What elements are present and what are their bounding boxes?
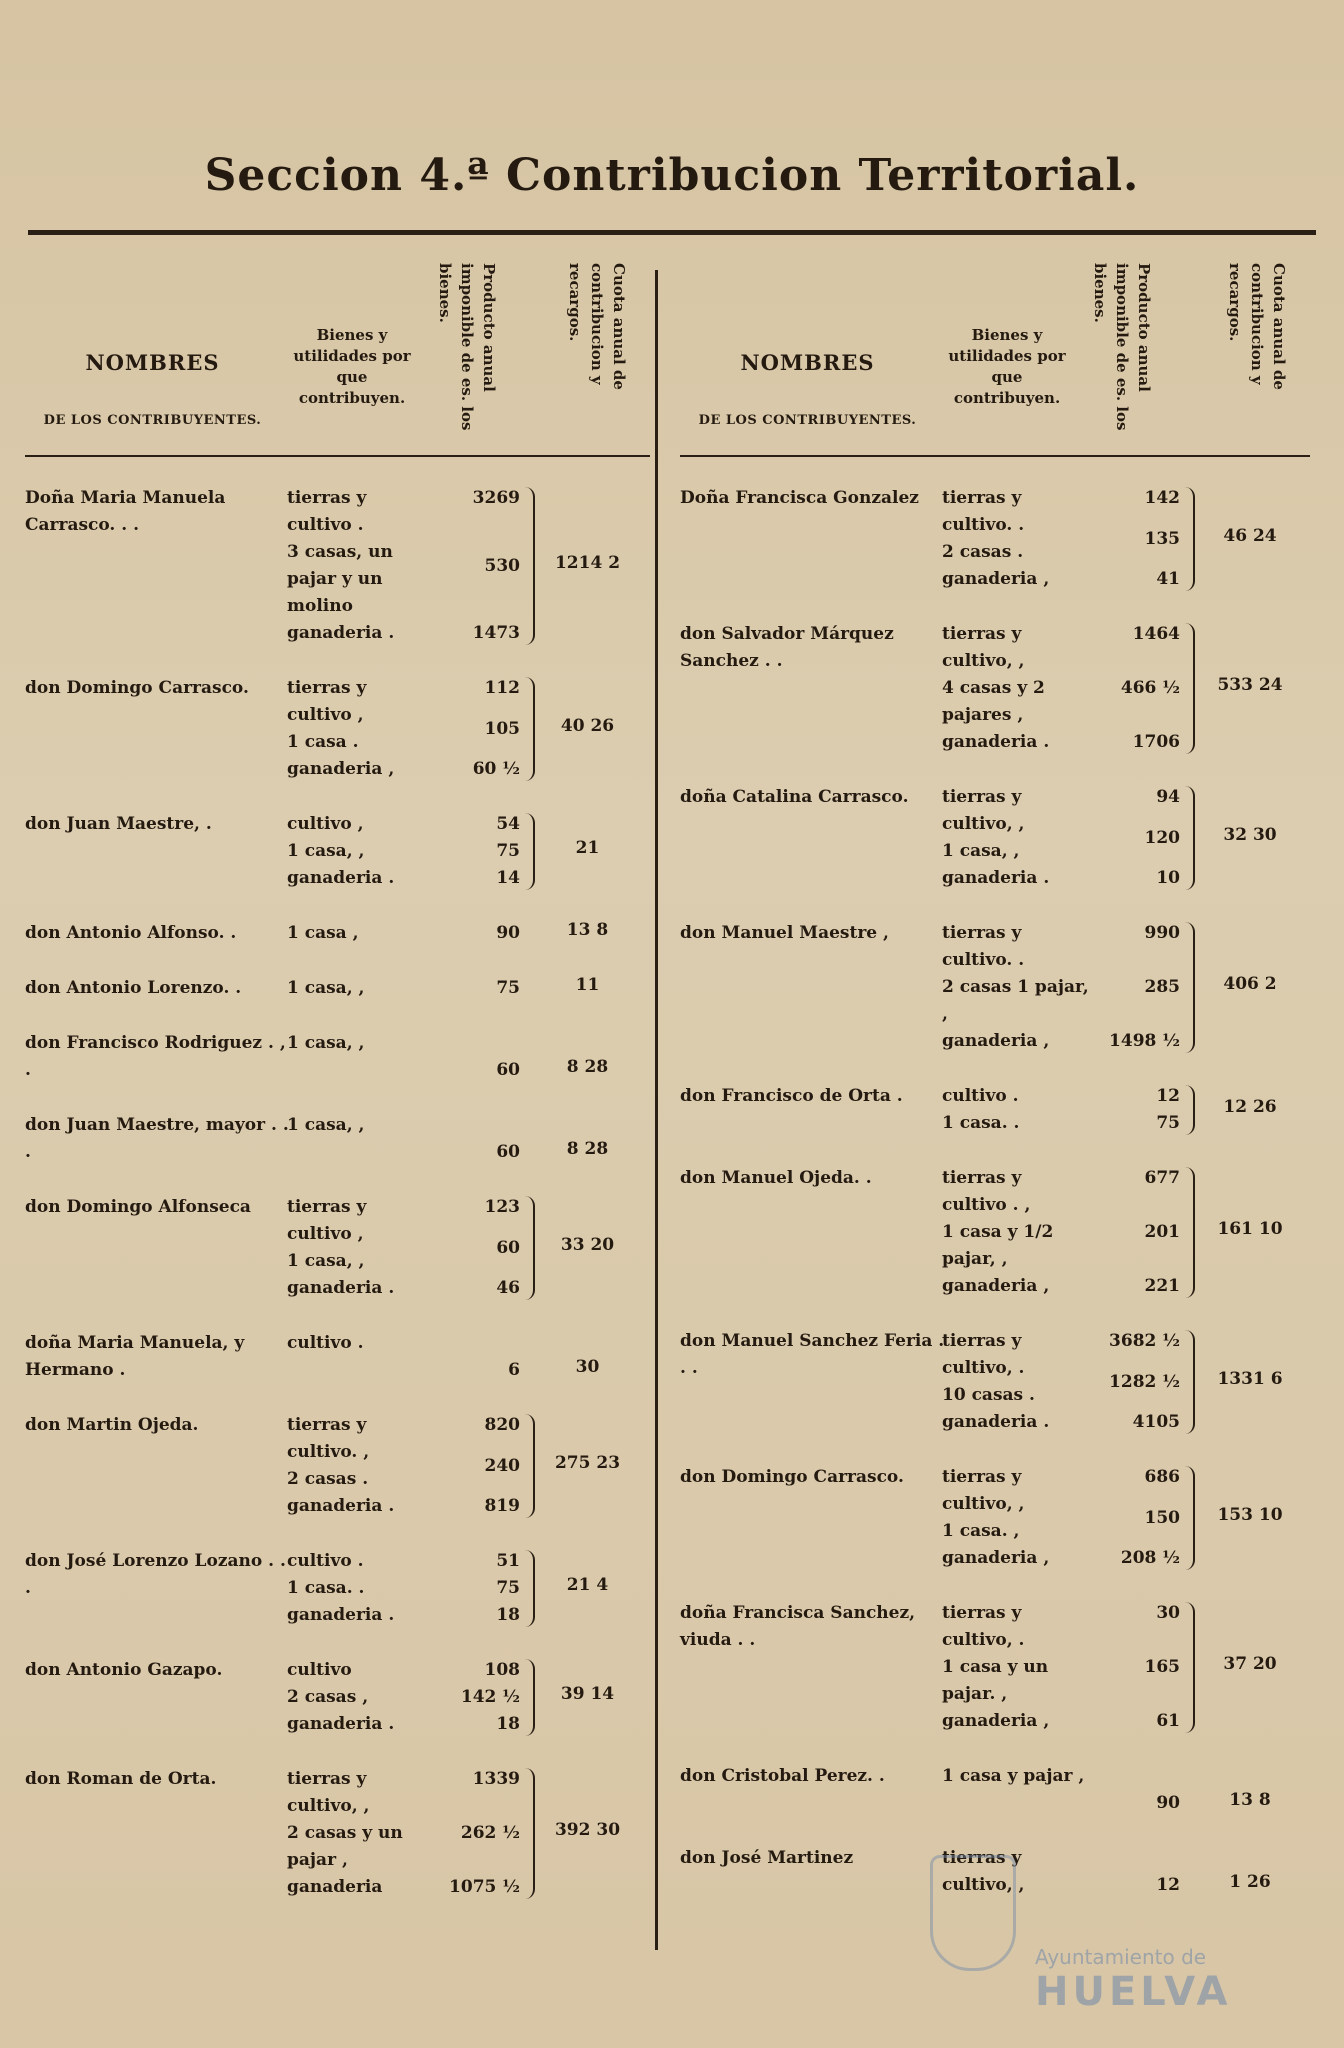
product-value: 1339 (472, 1769, 520, 1789)
asset-item: tierras y cultivo, , (942, 624, 1025, 671)
table-row (25, 1412, 650, 1520)
brace (1185, 922, 1195, 1053)
asset-item: 1 casa, , (942, 841, 1020, 861)
asset-item: tierras y cultivo . (287, 488, 367, 535)
asset-item: tierras y cultivo . , (942, 1168, 1031, 1215)
asset-item: 1 casa , (287, 923, 359, 943)
product-value: 221 (1144, 1276, 1180, 1296)
product-value: 285 (1144, 977, 1180, 997)
quota-cell: 33 20 (560, 1234, 615, 1255)
asset-item: ganaderia . (287, 868, 395, 888)
contributor-name: don Manuel Sanchez Feria . . . (680, 1331, 945, 1378)
assets-cell (287, 1766, 437, 1901)
header-producto: Producto anual imponible de es. los bienes. (1091, 263, 1153, 431)
asset-item: tierras y cultivo, , (287, 1769, 370, 1816)
brace (525, 813, 535, 890)
quota-cell: 12 26 (1223, 1096, 1277, 1117)
product-value: 75 (496, 978, 520, 998)
table-row (25, 1766, 650, 1901)
asset-item: 4 casas y 2 pajares , (942, 678, 1045, 725)
assets-cell (942, 485, 1092, 593)
table-row (680, 784, 1310, 892)
contributor-name: doña Maria Manuela, y Hermano . (25, 1333, 245, 1380)
asset-item: cultivo . (287, 1551, 364, 1571)
asset-item: cultivo . (287, 1333, 364, 1353)
asset-item: 1 casa . (287, 732, 359, 752)
asset-item: tierras y cultivo. . (942, 923, 1025, 970)
quota-cell: 275 23 (554, 1452, 621, 1473)
assets-cell (942, 1328, 1092, 1436)
product-value: 94 (1156, 787, 1180, 807)
left-rows (25, 485, 650, 1901)
asset-item: tierras y cultivo, . (942, 1331, 1025, 1378)
asset-item: ganaderia , (942, 569, 1050, 589)
quota-cell: 40 26 (560, 715, 615, 736)
product-value: 60 (496, 1060, 520, 1080)
product-value: 4105 (1132, 1412, 1180, 1432)
asset-item: 1 casa. , (942, 1521, 1020, 1541)
contributor-name: don Juan Maestre, mayor . . . (25, 1115, 289, 1162)
quota-cell: 406 2 (1223, 974, 1277, 994)
table-row (680, 485, 1310, 593)
product-value: 135 (1144, 528, 1180, 549)
product-value: 240 (484, 1455, 520, 1476)
product-value: 54 (496, 814, 520, 834)
contributor-name: don Cristobal Perez. . (680, 1766, 885, 1786)
assets-cell (942, 1464, 1092, 1572)
brace (525, 1659, 535, 1736)
assets-cell (942, 1165, 1092, 1300)
contributor-name: don Antonio Alfonso. . (25, 923, 237, 943)
asset-item: 1 casa y pajar , (942, 1766, 1085, 1786)
table-row (680, 1464, 1310, 1572)
brace (1185, 1466, 1195, 1570)
contributor-name: don Roman de Orta. (25, 1769, 217, 1789)
product-value: 1498 ½ (1109, 1031, 1180, 1051)
product-value: 1282 ½ (1109, 1371, 1180, 1392)
product-value: 686 (1144, 1467, 1180, 1487)
header-cuota: Cuota anual de contribucion y recargos. (566, 263, 628, 390)
table-row (680, 1328, 1310, 1436)
product-value: 6 (508, 1360, 520, 1380)
quota-cell: 8 28 (566, 1057, 609, 1077)
asset-item: ganaderia . (287, 623, 395, 643)
contributor-name: don Martin Ojeda. (25, 1415, 199, 1435)
quota-cell: 13 8 (566, 920, 609, 940)
product-value: 18 (496, 1605, 520, 1625)
asset-item: ganaderia . (942, 868, 1050, 888)
product-value: 819 (484, 1496, 520, 1516)
asset-item: cultivo , (287, 814, 364, 834)
contributor-name: don Salvador Márquez Sanchez . . (680, 624, 894, 671)
quota-cell: 13 8 (1229, 1790, 1271, 1810)
contributor-name: Doña Maria Manuela Carrasco. . . (25, 488, 226, 535)
product-value: 1473 (472, 623, 520, 643)
contributor-name: don Manuel Ojeda. . (680, 1168, 872, 1188)
assets-cell (287, 675, 437, 783)
product-value: 51 (496, 1551, 520, 1571)
product-value: 12 (1156, 1875, 1180, 1895)
asset-item: 2 casas 1 pajar, , (942, 977, 1089, 1024)
product-value: 142 ½ (460, 1687, 520, 1707)
product-value: 142 (1144, 488, 1180, 508)
product-value: 30 (1156, 1603, 1180, 1623)
table-row (25, 1330, 650, 1384)
brace (525, 677, 535, 781)
asset-item: 1 casa, , (287, 1251, 365, 1271)
asset-item: tierras y cultivo, , (942, 1848, 1025, 1895)
quota-cell: 153 10 (1217, 1504, 1283, 1525)
product-value: 1706 (1132, 732, 1180, 752)
quota-cell: 21 4 (566, 1575, 609, 1595)
product-value: 262 ½ (460, 1823, 520, 1843)
quota-cell: 161 10 (1217, 1219, 1283, 1239)
asset-item: ganaderia . (942, 1412, 1050, 1432)
asset-item: 2 casas . (287, 1469, 369, 1489)
asset-item: tierras y cultivo, . (942, 1603, 1025, 1650)
product-value: 75 (496, 841, 520, 861)
product-value: 105 (484, 718, 520, 739)
contributor-name: don Domingo Carrasco. (680, 1467, 904, 1487)
header-cuota: Cuota anual de contribucion y recargos. (1226, 263, 1288, 390)
quota-cell: 30 (575, 1357, 600, 1377)
left-header (25, 255, 650, 457)
header-producto: Producto anual imponible de es. los bienes. (436, 263, 498, 431)
contributor-name: doña Francisca Sanchez, viuda . . (680, 1603, 916, 1650)
asset-item: 1 casa. . (942, 1113, 1020, 1133)
product-value: 41 (1156, 569, 1180, 589)
asset-item: 10 casas . (942, 1385, 1035, 1405)
product-value: 1075 ½ (449, 1877, 520, 1897)
brace (1185, 1330, 1195, 1434)
asset-item: ganaderia . (287, 1496, 395, 1516)
asset-item: tierras y cultivo. , (287, 1415, 370, 1462)
contributor-name: don José Martinez (680, 1848, 854, 1868)
brace (1185, 786, 1195, 890)
quota-cell: 21 (575, 838, 600, 858)
brace (1185, 1167, 1195, 1298)
product-value: 60 ½ (472, 759, 520, 779)
table-row (25, 920, 650, 947)
quota-cell: 39 14 (560, 1684, 615, 1704)
asset-item: ganaderia , (942, 1276, 1050, 1296)
product-value: 820 (484, 1415, 520, 1435)
product-value: 3682 ½ (1109, 1331, 1180, 1351)
assets-cell (942, 784, 1092, 892)
asset-item: tierras y cultivo. . (942, 488, 1025, 535)
asset-item: 2 casas , (287, 1687, 369, 1707)
product-value: 201 (1144, 1222, 1180, 1242)
asset-item: ganaderia , (942, 1031, 1050, 1051)
asset-item: 1 casa, , (287, 1033, 365, 1053)
contributor-name: Doña Francisca Gonzalez (680, 488, 919, 508)
header-bienes: Bienes y utilidades por que contribuyen. (293, 326, 411, 407)
asset-item: tierras y cultivo, , (942, 787, 1025, 834)
table-row (25, 1030, 650, 1084)
table-row (25, 1657, 650, 1738)
product-value: 75 (1156, 1113, 1180, 1133)
table-row (680, 1165, 1310, 1300)
assets-cell (287, 1030, 437, 1057)
product-value: 61 (1156, 1711, 1180, 1731)
assets-cell (287, 811, 437, 892)
quota-cell: 1214 2 (554, 552, 621, 573)
contributor-name: don Antonio Gazapo. (25, 1660, 223, 1680)
asset-item: ganaderia , (942, 1711, 1050, 1731)
left-table (25, 255, 650, 1955)
asset-item: tierras y cultivo, , (942, 1467, 1025, 1514)
asset-item: 3 casas, un pajar y un molino (287, 542, 393, 616)
header-names: NOMBRES DE LOS CONTRIBUYENTES. (698, 350, 917, 428)
product-value: 60 (496, 1142, 520, 1162)
table-row (680, 1600, 1310, 1735)
quota-cell: 1 26 (1229, 1872, 1271, 1892)
table-row (680, 1083, 1310, 1137)
product-value: 3269 (472, 488, 520, 508)
assets-cell (942, 1600, 1092, 1735)
product-value: 208 ½ (1120, 1548, 1180, 1568)
assets-cell (287, 920, 437, 947)
brace (525, 487, 535, 645)
asset-item: ganaderia (287, 1877, 383, 1897)
table-row (25, 975, 650, 1002)
assets-cell (942, 621, 1092, 756)
quota-cell: 1331 6 (1217, 1368, 1283, 1389)
right-header (680, 255, 1310, 457)
asset-item: ganaderia . (942, 732, 1050, 752)
product-value: 112 (484, 678, 520, 698)
asset-item: 1 casa y 1/2 pajar, , (942, 1222, 1054, 1269)
quota-cell: 392 30 (554, 1820, 621, 1840)
table-row (25, 1194, 650, 1302)
assets-cell (287, 1112, 437, 1139)
brace (1185, 1602, 1195, 1733)
product-value: 466 ½ (1120, 678, 1180, 698)
table-row (680, 621, 1310, 756)
product-value: 165 (1144, 1657, 1180, 1677)
city-seal-icon (930, 1855, 1016, 1971)
brace (525, 1768, 535, 1899)
quota-cell: 8 28 (566, 1139, 609, 1159)
asset-item: 1 casa y un pajar. , (942, 1657, 1049, 1704)
product-value: 677 (1144, 1168, 1180, 1188)
asset-item: 2 casas y un pajar , (287, 1823, 403, 1870)
quota-cell: 32 30 (1223, 824, 1277, 845)
contributor-name: don José Lorenzo Lozano . . . (25, 1551, 286, 1598)
table-row (25, 1548, 650, 1629)
page-title: Seccion 4.ª Contribucion Territorial. (204, 150, 1140, 201)
product-value: 75 (496, 1578, 520, 1598)
title-rule (28, 230, 1316, 235)
asset-item: ganaderia , (942, 1548, 1050, 1568)
asset-item: 1 casa, , (287, 841, 365, 861)
assets-cell (942, 1083, 1092, 1137)
assets-cell (287, 1412, 437, 1520)
column-divider (655, 270, 658, 1950)
contributor-name: doña Catalina Carrasco. (680, 787, 909, 807)
product-value: 14 (496, 868, 520, 888)
asset-item: cultivo (287, 1660, 352, 1680)
product-value: 90 (496, 923, 520, 943)
table-row (25, 675, 650, 783)
assets-cell (287, 1548, 437, 1629)
quota-cell: 533 24 (1217, 675, 1283, 695)
product-value: 120 (1144, 827, 1180, 848)
quota-cell: 37 20 (1223, 1654, 1277, 1674)
contributor-name: don Domingo Carrasco. (25, 678, 249, 698)
brace (1185, 1085, 1195, 1135)
product-value: 1464 (1132, 624, 1180, 644)
header-bienes: Bienes y utilidades por que contribuyen. (948, 326, 1066, 407)
product-value: 18 (496, 1714, 520, 1734)
product-value: 12 (1156, 1086, 1180, 1106)
asset-item: 1 casa. . (287, 1578, 365, 1598)
brace (525, 1196, 535, 1300)
product-value: 10 (1156, 868, 1180, 888)
assets-cell (287, 1330, 437, 1357)
asset-item: 1 casa, , (287, 978, 365, 998)
contributor-name: don Domingo Alfonseca (25, 1197, 251, 1217)
table-row (680, 1763, 1310, 1817)
contributor-name: don Juan Maestre, . (25, 814, 212, 834)
table-row (25, 485, 650, 647)
product-value: 60 (496, 1237, 520, 1258)
brace (525, 1550, 535, 1627)
asset-item: cultivo . (942, 1086, 1019, 1106)
table-row (25, 811, 650, 892)
brace (525, 1414, 535, 1518)
product-value: 123 (484, 1197, 520, 1217)
product-value: 530 (484, 555, 520, 576)
asset-item: tierras y cultivo , (287, 678, 367, 725)
asset-item: 2 casas . (942, 542, 1024, 562)
table-row (25, 1112, 650, 1166)
product-value: 90 (1156, 1793, 1180, 1813)
asset-item: tierras y cultivo , (287, 1197, 367, 1244)
product-value: 990 (1144, 923, 1180, 943)
header-names: NOMBRES DE LOS CONTRIBUYENTES. (43, 350, 262, 428)
contributor-name: don Francisco de Orta . (680, 1086, 903, 1106)
asset-item: 1 casa, , (287, 1115, 365, 1135)
product-value: 46 (496, 1278, 520, 1298)
asset-item: ganaderia . (287, 1714, 395, 1734)
contributor-name: don Francisco Rodriguez . , . (25, 1033, 286, 1080)
contributor-name: don Manuel Maestre , (680, 923, 889, 943)
assets-cell (287, 1194, 437, 1302)
product-value: 108 (484, 1660, 520, 1680)
assets-cell (942, 1763, 1092, 1790)
right-table (680, 255, 1310, 1955)
product-value: 150 (1144, 1507, 1180, 1528)
quota-cell: 11 (575, 975, 600, 995)
brace (1185, 487, 1195, 591)
watermark: Ayuntamiento de HUELVA (1035, 1945, 1232, 2015)
assets-cell (287, 975, 437, 1002)
brace (1185, 623, 1195, 754)
quota-cell: 46 24 (1223, 525, 1277, 546)
assets-cell (287, 485, 437, 647)
contributor-name: don Antonio Lorenzo. . (25, 978, 242, 998)
assets-cell (942, 920, 1092, 1055)
asset-item: ganaderia . (287, 1605, 395, 1625)
asset-item: ganaderia . (287, 1278, 395, 1298)
assets-cell (287, 1657, 437, 1738)
table-row (680, 920, 1310, 1055)
asset-item: ganaderia , (287, 759, 395, 779)
right-rows (680, 485, 1310, 1899)
